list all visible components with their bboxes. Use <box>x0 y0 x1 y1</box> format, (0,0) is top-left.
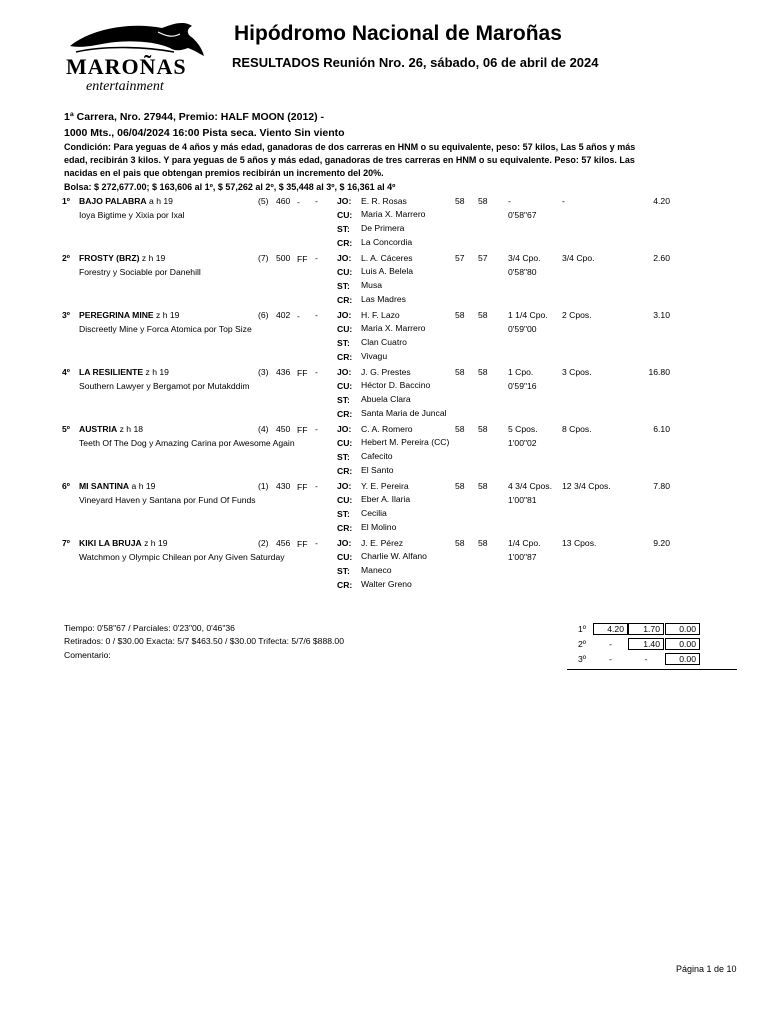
cumulative-margin: 2 Cpos. <box>562 310 592 320</box>
horse-name: AUSTRIA z h 18 <box>79 424 144 434</box>
race-title: 1ª Carrera, Nro. 27944, Premio: HALF MOON (2012) - <box>64 111 325 123</box>
weight-carried: 58 <box>478 367 488 377</box>
dividend: 2.60 <box>653 253 670 263</box>
weight-carried: 58 <box>478 538 488 548</box>
payout-place: 3º <box>578 654 586 664</box>
trainer-label: CU: <box>337 495 353 505</box>
stud-label: ST: <box>337 566 350 576</box>
breeder-name: El Molino <box>361 522 397 532</box>
stud-name: Maneco <box>361 565 392 575</box>
weight-assigned: 58 <box>455 481 465 491</box>
finish-position: 2º <box>62 253 70 263</box>
finish-time: 1'00"02 <box>508 438 537 448</box>
horse-weight: 460 <box>276 196 291 206</box>
trainer-label: CU: <box>337 324 353 334</box>
stud-name: Abuela Clara <box>361 394 411 404</box>
margin: 5 Cpos. <box>508 424 538 434</box>
horse-weight: 450 <box>276 424 291 434</box>
finish-time: 0'59"00 <box>508 324 537 334</box>
ff-flag: FF <box>297 254 308 264</box>
stud-label: ST: <box>337 509 350 519</box>
ff-flag: FF <box>297 368 308 378</box>
cumulative-margin: - <box>562 196 565 206</box>
show-payout: 0.00 <box>665 653 700 665</box>
page-number: Página 1 de 10 <box>676 964 737 974</box>
race-details: 1000 Mts., 06/04/2024 16:00 Pista seca. Viento Sin viento <box>64 127 345 139</box>
stud-name: De Primera <box>361 223 405 233</box>
result-entry <box>0 196 768 252</box>
trainer-label: CU: <box>337 381 353 391</box>
jockey-name: C. A. Romero <box>361 424 413 434</box>
stud-name: Clan Cuatro <box>361 337 407 347</box>
stud-label: ST: <box>337 281 350 291</box>
dividend: 7.80 <box>653 481 670 491</box>
breeder-name: Walter Greno <box>361 579 412 589</box>
trainer-name: Eber A. Ilaria <box>361 494 411 504</box>
dividend: 4.20 <box>653 196 670 206</box>
breeder-name: Las Madres <box>361 294 406 304</box>
retired-and-bets: Retirados: 0 / $30.00 Exacta: 5/7 $463.50 / $30.00 Trifecta: 5/7/6 $888.00 <box>64 636 344 646</box>
payout-place: 1º <box>578 624 586 634</box>
jockey-label: JO: <box>337 424 352 434</box>
breeder-label: CR: <box>337 523 353 533</box>
ff-flag: - <box>297 311 300 321</box>
breeder-label: CR: <box>337 238 353 248</box>
horse-name: PEREGRINA MINE z h 19 <box>79 310 180 320</box>
divider <box>567 669 737 670</box>
horse-logo-icon <box>62 14 212 94</box>
breeder-label: CR: <box>337 295 353 305</box>
race-time: Tiempo: 0'58"67 / Parciales: 0'23"00, 0'46"36 <box>64 623 235 633</box>
jockey-name: L. A. Cáceres <box>361 253 413 263</box>
finish-position: 1º <box>62 196 70 206</box>
trainer-name: Luis A. Belela <box>361 266 414 276</box>
post-position: (4) <box>258 424 269 434</box>
cumulative-margin: 3 Cpos. <box>562 367 592 377</box>
horse-pedigree: Southern Lawyer y Bergamot por Mutakddim <box>79 381 250 391</box>
finish-time: 0'58"67 <box>508 210 537 220</box>
horse-name: LA RESILIENTE z h 19 <box>79 367 169 377</box>
stud-name: Cecilia <box>361 508 387 518</box>
cumulative-margin: 13 Cpos. <box>562 538 597 548</box>
result-entry <box>0 481 768 537</box>
stud-label: ST: <box>337 224 350 234</box>
margin: - <box>508 196 511 206</box>
stud-name: Musa <box>361 280 383 290</box>
margin: 1/4 Cpo. <box>508 538 541 548</box>
jockey-label: JO: <box>337 253 352 263</box>
horse-name: BAJO PALABRA a h 19 <box>79 196 173 206</box>
race-conditions: Condición: Para yeguas de 4 años y más edad, ganadoras de dos carreras en HNM o su equivalente, peso: 57 kilos, Las 5 años y más edad, recibirán 3 kilos. Y para yeguas de 5 años y más edad, ganadoras de tres carreras en HNM o su equivalente. Peso: 57 kilos. Las nacidas en el pais que obtengan premios recibirán un incremento del 20%. <box>64 142 636 178</box>
jockey-name: J. E. Pérez <box>361 538 404 548</box>
breeder-name: Vivagu <box>361 351 388 361</box>
ff-flag: FF <box>297 425 308 435</box>
finish-time: 0'58"80 <box>508 267 537 277</box>
trainer-label: CU: <box>337 210 353 220</box>
show-payout: 0.00 <box>665 638 700 650</box>
horse-pedigree: Ioya Bigtime y Xixia por Ixal <box>79 210 185 220</box>
separator-dash: - <box>315 367 318 377</box>
result-entry <box>0 367 768 423</box>
horse-pedigree: Vineyard Haven y Santana por Fund Of Funds <box>79 495 256 505</box>
separator-dash: - <box>315 253 318 263</box>
page-title: Hipódromo Nacional de Maroñas <box>234 22 562 45</box>
margin: 1 1/4 Cpo. <box>508 310 548 320</box>
weight-carried: 58 <box>478 481 488 491</box>
jockey-name: J. G. Prestes <box>361 367 411 377</box>
trainer-name: Charlie W. Alfano <box>361 551 427 561</box>
trainer-name: Héctor D. Baccino <box>361 380 431 390</box>
horse-weight: 436 <box>276 367 291 377</box>
payout-place: 2º <box>578 639 586 649</box>
place-payout: 1.40 <box>628 638 664 650</box>
jockey-label: JO: <box>337 538 352 548</box>
separator-dash: - <box>315 481 318 491</box>
finish-position: 5º <box>62 424 70 434</box>
maronas-logo <box>62 14 212 94</box>
comment-label: Comentario: <box>64 650 111 660</box>
cumulative-margin: 8 Cpos. <box>562 424 592 434</box>
jockey-label: JO: <box>337 481 352 491</box>
weight-carried: 58 <box>478 196 488 206</box>
jockey-name: E. R. Rosas <box>361 196 407 206</box>
separator-dash: - <box>315 310 318 320</box>
margin: 3/4 Cpo. <box>508 253 541 263</box>
page-subtitle: RESULTADOS Reunión Nro. 26, sábado, 06 de abril de 2024 <box>232 55 599 70</box>
breeder-label: CR: <box>337 466 353 476</box>
svg-text:MAROÑAS: MAROÑAS <box>66 54 187 79</box>
trainer-label: CU: <box>337 438 353 448</box>
trainer-label: CU: <box>337 267 353 277</box>
finish-position: 7º <box>62 538 70 548</box>
cumulative-margin: 3/4 Cpo. <box>562 253 595 263</box>
weight-carried: 58 <box>478 424 488 434</box>
stud-label: ST: <box>337 395 350 405</box>
horse-pedigree: Watchmon y Olympic Chilean por Any Given Saturday <box>79 552 285 562</box>
horse-name: KIKI LA BRUJA z h 19 <box>79 538 168 548</box>
breeder-name: La Concordia <box>361 237 413 247</box>
post-position: (2) <box>258 538 269 548</box>
jockey-label: JO: <box>337 310 352 320</box>
post-position: (6) <box>258 310 269 320</box>
weight-assigned: 58 <box>455 424 465 434</box>
breeder-name: Santa Maria de Juncal <box>361 408 447 418</box>
trainer-label: CU: <box>337 552 353 562</box>
jockey-label: JO: <box>337 196 352 206</box>
place-payout: 1.70 <box>628 623 664 635</box>
place-payout: - <box>644 654 648 664</box>
horse-name: MI SANTINA a h 19 <box>79 481 156 491</box>
result-entry <box>0 253 768 309</box>
margin: 4 3/4 Cpos. <box>508 481 552 491</box>
horse-weight: 500 <box>276 253 291 263</box>
show-payout: 0.00 <box>665 623 700 635</box>
cumulative-margin: 12 3/4 Cpos. <box>562 481 611 491</box>
stud-name: Cafecito <box>361 451 393 461</box>
finish-time: 0'59"16 <box>508 381 537 391</box>
horse-pedigree: Teeth Of The Dog y Amazing Carina por Awesome Again <box>79 438 295 448</box>
win-payout: - <box>609 654 612 664</box>
win-payout: - <box>609 639 612 649</box>
horse-pedigree: Discreetly Mine y Forca Atomica por Top Size <box>79 324 252 334</box>
separator-dash: - <box>315 196 318 206</box>
breeder-label: CR: <box>337 352 353 362</box>
result-entry <box>0 310 768 366</box>
svg-text:entertainment: entertainment <box>86 79 164 94</box>
finish-time: 1'00"87 <box>508 552 537 562</box>
ff-flag: FF <box>297 482 308 492</box>
horse-pedigree: Forestry y Sociable por Danehill <box>79 267 201 277</box>
stud-label: ST: <box>337 452 350 462</box>
weight-assigned: 58 <box>455 538 465 548</box>
breeder-label: CR: <box>337 409 353 419</box>
horse-name: FROSTY (BRZ) z h 19 <box>79 253 166 263</box>
dividend: 16.80 <box>648 367 670 377</box>
horse-weight: 430 <box>276 481 291 491</box>
weight-assigned: 57 <box>455 253 465 263</box>
trainer-name: Maria X. Marrero <box>361 209 426 219</box>
horse-weight: 456 <box>276 538 291 548</box>
post-position: (3) <box>258 367 269 377</box>
race-purse: Bolsa: $ 272,677.00; $ 163,606 al 1º, $ 57,262 al 2º, $ 35,448 al 3º, $ 16,361 al 4º <box>64 182 396 192</box>
jockey-name: Y. E. Pereira <box>361 481 409 491</box>
jockey-name: H. F. Lazo <box>361 310 400 320</box>
trainer-name: Hebert M. Pereira (CC) <box>361 437 450 447</box>
horse-weight: 402 <box>276 310 291 320</box>
separator-dash: - <box>315 424 318 434</box>
weight-assigned: 58 <box>455 310 465 320</box>
post-position: (1) <box>258 481 269 491</box>
ff-flag: - <box>297 197 300 207</box>
separator-dash: - <box>315 538 318 548</box>
post-position: (7) <box>258 253 269 263</box>
trainer-name: Maria X. Marrero <box>361 323 426 333</box>
dividend: 6.10 <box>653 424 670 434</box>
dividend: 9.20 <box>653 538 670 548</box>
weight-carried: 58 <box>478 310 488 320</box>
dividend: 3.10 <box>653 310 670 320</box>
margin: 1 Cpo. <box>508 367 534 377</box>
finish-position: 4º <box>62 367 70 377</box>
post-position: (5) <box>258 196 269 206</box>
finish-position: 3º <box>62 310 70 320</box>
result-entry <box>0 538 768 594</box>
weight-assigned: 58 <box>455 196 465 206</box>
jockey-label: JO: <box>337 367 352 377</box>
stud-label: ST: <box>337 338 350 348</box>
finish-position: 6º <box>62 481 70 491</box>
ff-flag: FF <box>297 539 308 549</box>
weight-assigned: 58 <box>455 367 465 377</box>
breeder-label: CR: <box>337 580 353 590</box>
breeder-name: El Santo <box>361 465 394 475</box>
finish-time: 1'00"81 <box>508 495 537 505</box>
win-payout: 4.20 <box>593 623 628 635</box>
result-entry <box>0 424 768 480</box>
weight-carried: 57 <box>478 253 488 263</box>
